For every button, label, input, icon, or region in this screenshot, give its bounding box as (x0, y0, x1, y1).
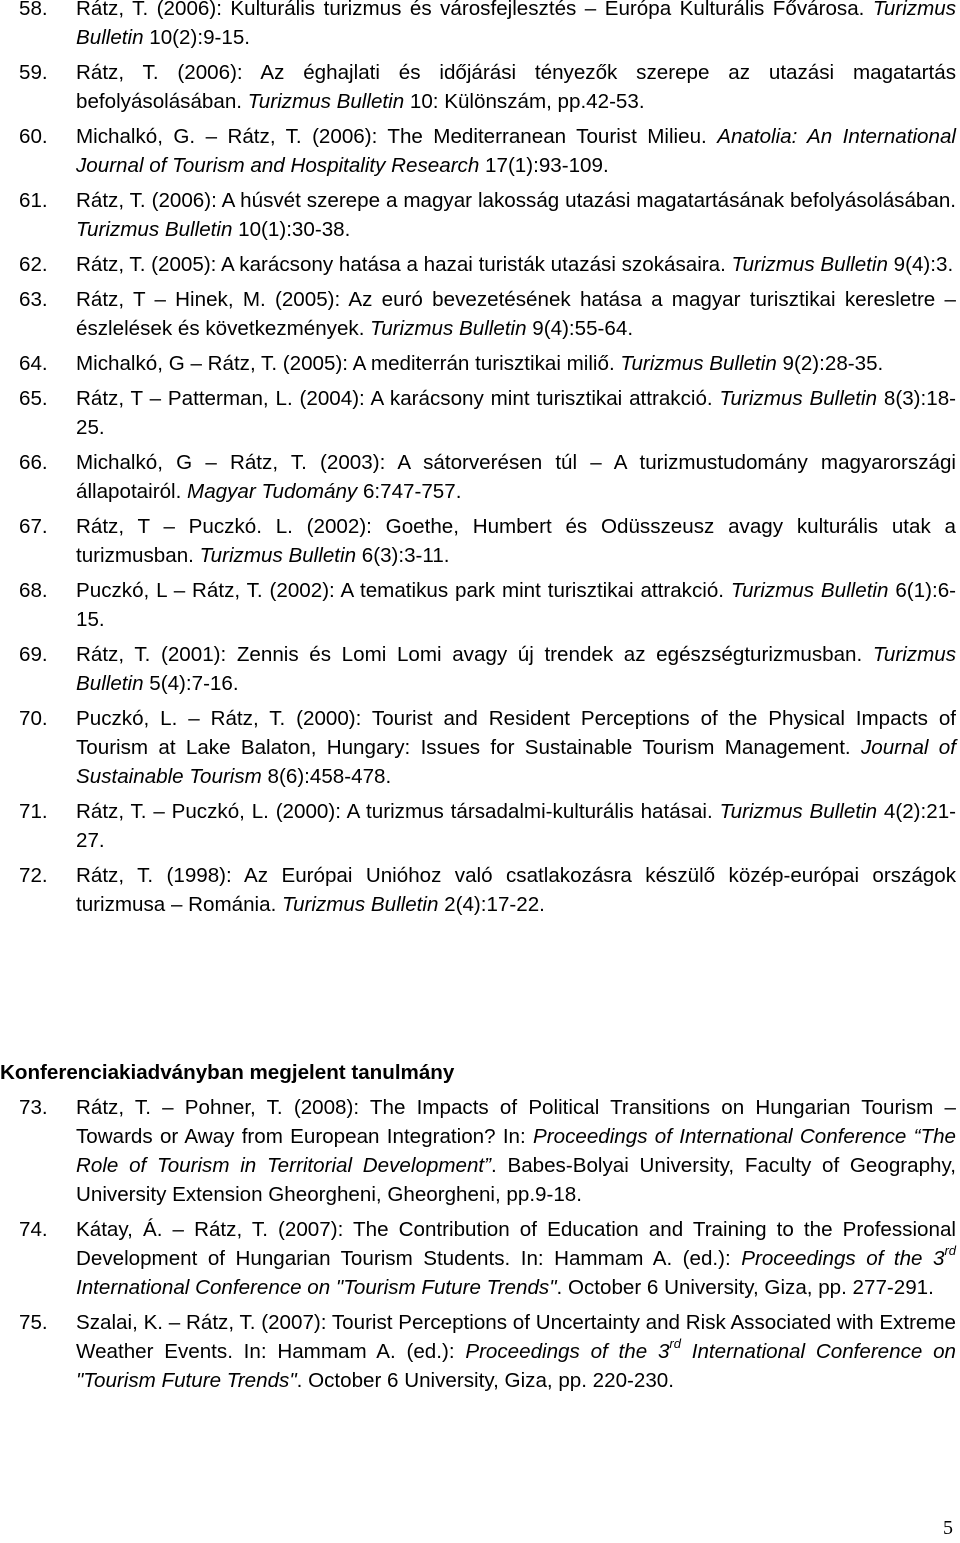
reference-details: 6(1):6-15. (76, 579, 957, 631)
reference-journal: Turizmus Bulletin (282, 893, 439, 916)
reference-text: Rátz, T – Puczkó. L. (2002): Goethe, Humbert és Odüsszeusz avagy kulturális utak a turizmusban. (76, 515, 956, 567)
reference-item (0, 448, 960, 506)
reference-item (0, 1093, 960, 1209)
reference-journal: Turizmus Bulletin (199, 544, 357, 567)
reference-item (0, 186, 960, 244)
reference-journal: Magyar Tudomány (187, 480, 358, 503)
reference-item (0, 1308, 960, 1395)
reference-item (0, 797, 960, 855)
reference-text: Rátz, T. (2005): A karácsony hatása a hazai turisták utazási szokásaira. (76, 253, 732, 276)
reference-details: 10(1):30-38. (232, 218, 351, 241)
reference-proceedings: Proceedings of International Conference “The Role of Tourism in Territorial Development” (76, 1125, 956, 1177)
reference-item (0, 349, 960, 378)
reference-item (0, 0, 960, 52)
reference-text: Michalkó, G – Rátz, T. (2005): A mediterrán turisztikai miliő. (76, 352, 621, 375)
reference-text: Kátay, Á. – Rátz, T. (2007): The Contribution of Education and Training to the Professional Development of Hungarian Tourism Students. In: Hammam A. (ed.): (76, 1218, 956, 1270)
reference-details: 10: Különszám, pp.42-53. (404, 90, 645, 113)
reference-text: Puczkó, L – Rátz, T. (2002): A tematikus park mint turisztikai attrakció. (76, 579, 731, 602)
proceedings-title-part: International Conference on "Tourism Future Trends" (76, 1276, 557, 1299)
reference-item (0, 1215, 960, 1302)
reference-text: Rátz, T. (2006): A húsvét szerepe a magyar lakosság utazási magatartásának befolyásolásában. (76, 189, 956, 212)
reference-details: 8(6):458-478. (261, 765, 392, 788)
reference-journal: Turizmus Bulletin (247, 90, 405, 113)
reference-number: 72. (19, 864, 48, 887)
reference-text: Szalai, K. – Rátz, T. (2007): Tourist Perceptions of Uncertainty and Risk Associated with Extreme Weather Events. In: Hammam A. (ed.): (76, 1311, 956, 1363)
reference-number: 66. (19, 451, 48, 474)
reference-item (0, 58, 960, 116)
reference-item (0, 122, 960, 180)
reference-number: 68. (19, 579, 48, 602)
reference-number: 60. (19, 125, 48, 148)
reference-journal: Turizmus Bulletin (730, 579, 889, 602)
reference-number: 63. (19, 288, 48, 311)
reference-item (0, 640, 960, 698)
reference-number: 62. (19, 253, 48, 276)
reference-details: 6:747-757. (357, 480, 462, 503)
reference-number: 75. (19, 1311, 48, 1334)
reference-number: 64. (19, 352, 48, 375)
reference-item (0, 861, 960, 919)
reference-number: 70. (19, 707, 48, 730)
reference-text: Rátz, T. – Pohner, T. (2008): The Impacts of Political Transitions on Hungarian Tourism – Towards or Away from European Integration? In: (76, 1096, 956, 1148)
reference-number: 58. (19, 0, 48, 20)
reference-number: 74. (19, 1218, 48, 1241)
reference-text: Rátz, T. (2001): Zennis és Lomi Lomi avagy új trendek az egészségturizmusban. (76, 643, 873, 666)
reference-journal: Turizmus Bulletin (719, 387, 878, 410)
reference-text: Rátz, T. (1998): Az Európai Unióhoz való csatlakozásra készülő közép-európai országok turizmusa – Románia. (76, 864, 956, 916)
section-heading: Konferenciakiadványban megjelent tanulmány (0, 1061, 455, 1084)
reference-details: 17(1):93-109. (479, 154, 609, 177)
reference-text: Puczkó, L. – Rátz, T. (2000): Tourist and Resident Perceptions of the Physical Impacts of Tourism at Lake Balaton, Hungary: Issues for Sustainable Tourism Management. (76, 707, 956, 759)
reference-number: 73. (19, 1096, 48, 1119)
reference-text: Michalkó, G – Rátz, T. (2003): A sátorverésen túl – A turizmustudomány magyarországi állapotairól. (76, 451, 956, 503)
reference-details: 4(2):21-27. (76, 800, 957, 852)
reference-number: 69. (19, 643, 48, 666)
reference-details: 9(4):55-64. (526, 317, 634, 340)
reference-number: 67. (19, 515, 48, 538)
reference-journal: Turizmus Bulletin (620, 352, 777, 375)
reference-item (0, 576, 960, 634)
reference-item (0, 285, 960, 343)
reference-text: Rátz, T – Hinek, M. (2005): Az euró bevezetésének hatása a magyar turisztikai keresletre – észlelések és következmények. (76, 288, 956, 340)
reference-text: Rátz, T – Patterman, L. (2004): A karácsony mint turisztikai attrakció. (76, 387, 720, 410)
proceedings-title-part: International Conference on "Tourism Future Trends" (76, 1340, 957, 1392)
reference-journal: Turizmus Bulletin (76, 0, 956, 49)
reference-item (0, 250, 960, 279)
reference-number: 59. (19, 61, 48, 84)
reference-details: . Babes-Bolyai University, Faculty of Geography, University Extension Gheorgheni, Gheorgheni, pp.9-18. (76, 1154, 956, 1206)
reference-details: 6(3):3-11. (356, 544, 450, 567)
reference-details: 10(2):9-15. (143, 26, 251, 49)
reference-details: 9(4):3. (887, 253, 954, 276)
reference-details: 9(2):28-35. (776, 352, 884, 375)
page-number: 5 (943, 1517, 953, 1539)
reference-text: Michalkó, G. – Rátz, T. (2006): The Mediterranean Tourist Milieu. (76, 125, 718, 148)
reference-details: . October 6 University, Giza, pp. 277-291. (556, 1276, 934, 1299)
reference-details: 2(4):17-22. (438, 893, 545, 916)
reference-text: Rátz, T. – Puczkó, L. (2000): A turizmus társadalmi-kulturális hatásai. (76, 800, 720, 823)
reference-journal: Turizmus Bulletin (731, 253, 888, 276)
reference-journal: Turizmus Bulletin (370, 317, 527, 340)
conference-references-list (0, 1093, 960, 1401)
reference-details: . October 6 University, Giza, pp. 220-230. (296, 1369, 674, 1392)
reference-journal: Turizmus Bulletin (76, 218, 233, 241)
ordinal-suffix: rd (944, 1243, 956, 1259)
reference-details: 5(4):7-16. (143, 672, 239, 695)
reference-details: 8(3):18-25. (76, 387, 957, 439)
reference-number: 65. (19, 387, 48, 410)
reference-item (0, 384, 960, 442)
reference-journal: Anatolia: An International Journal of Tourism and Hospitality Research (76, 125, 956, 177)
reference-item (0, 704, 960, 791)
reference-journal: Turizmus Bulletin (719, 800, 878, 823)
proceedings-title-part: Proceedings of the 3 (465, 1340, 670, 1363)
reference-number: 61. (19, 189, 48, 212)
ordinal-suffix: rd (669, 1336, 681, 1352)
reference-item (0, 512, 960, 570)
proceedings-title-part: Proceedings of the 3 (741, 1247, 945, 1270)
reference-text: Rátz, T. (2006): Az éghajlati és időjárási tényezők szerepe az utazási magatartás befolyásolásában. (76, 61, 956, 113)
reference-number: 71. (19, 800, 48, 823)
reference-journal: Journal of Sustainable Tourism (76, 736, 956, 788)
reference-journal: Turizmus Bulletin (76, 643, 956, 695)
reference-text: Rátz, T. (2006): Kulturális turizmus és városfejlesztés – Európa Kulturális Fővárosa. (76, 0, 873, 20)
